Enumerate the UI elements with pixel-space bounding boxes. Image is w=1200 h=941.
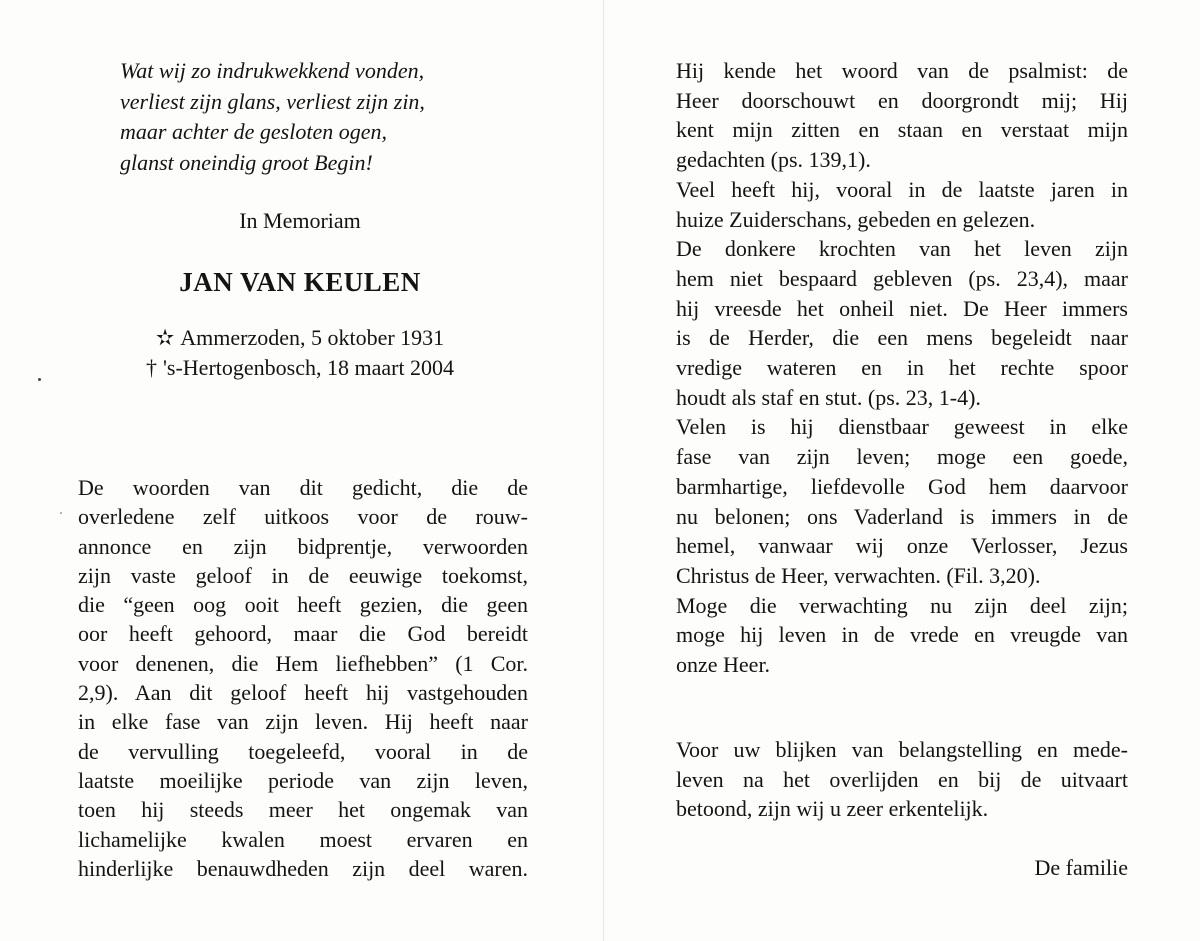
signature: De familie — [1034, 855, 1128, 880]
right-line: houdt als staf en stut. (ps. 23, 1-4). — [676, 384, 981, 410]
poem-line: maar achter de gesloten ogen, — [120, 119, 387, 144]
right-line: De donkere krochten van het leven zijn — [676, 236, 1128, 262]
print-speck — [38, 378, 41, 381]
tribute-line: die “geen oog ooit heeft gezien, die geen — [78, 592, 528, 618]
right-column-text — [676, 56, 1128, 680]
right-line: hem niet bespaard gebleven (ps. 23,4), maar — [676, 265, 1128, 291]
right-line: huize Zuiderschans, gebeden en gelezen. — [676, 206, 1036, 232]
poem-line: glanst oneindig groot Begin! — [120, 149, 373, 175]
tribute-line: de vervulling toegeleefd, vooral in de — [78, 738, 528, 764]
thanks-paragraph — [676, 735, 1128, 824]
life-dates — [0, 323, 600, 383]
in-memoriam-heading: In Memoriam — [239, 208, 361, 233]
poem-line: Wat wij zo indrukwekkend vonden, — [120, 58, 425, 83]
right-line: moge hij leven in de vrede en vreugde van — [676, 622, 1128, 648]
poem — [120, 56, 540, 178]
right-line: nu belonen; ons Vaderland is immers in de — [676, 503, 1128, 529]
right-line: Velen is hij dienstbaar geweest in elke — [676, 414, 1128, 440]
tribute-line: laatste moeilijke periode van zijn leven, — [78, 767, 528, 793]
right-line: barmhartige, liefdevolle God hem daarvoor — [676, 473, 1128, 499]
death-row — [0, 353, 600, 383]
right-line: gedachten (ps. 139,1). — [676, 147, 871, 173]
thanks-line: Voor uw blijken van belangstelling en mede- — [676, 737, 1128, 762]
print-speck — [60, 512, 62, 514]
thanks-line: betoond, zijn wij u zeer erkentelijk. — [676, 796, 989, 821]
right-line: is de Herder, die een mens begeleidt naar — [676, 325, 1128, 351]
right-line: hij vreesde het onheil niet. De Heer immers — [676, 295, 1128, 321]
right-line: Veel heeft hij, vooral in de laatste jaren in — [676, 176, 1128, 202]
right-line: hemel, vanwaar wij onze Verlosser, Jezus — [676, 533, 1128, 559]
tribute-line: hinderlijke benauwdheden zijn deel waren. — [78, 855, 528, 881]
right-line: kent mijn zitten en staan en verstaat mijn — [676, 117, 1128, 143]
tribute-line: oor heeft gehoord, maar die God bereidt — [78, 621, 528, 647]
right-line: vredige wateren en in het rechte spoor — [676, 355, 1128, 381]
tribute-line: overledene zelf uitkoos voor de rouw- — [78, 504, 528, 530]
tribute-line: lichamelijke kwalen moest ervaren en — [78, 826, 528, 852]
cross-icon: † — [145, 355, 157, 380]
tribute-line: zijn vaste geloof in de eeuwige toekomst, — [78, 562, 528, 588]
birth-text: Ammerzoden, 5 oktober 1931 — [180, 325, 445, 350]
tribute-line: voor denenen, die Hem liefhebben” (1 Cor. — [78, 650, 528, 676]
tribute-line: toen hij steeds meer het ongemak van — [78, 797, 528, 823]
star-icon: ✫ — [155, 325, 175, 350]
thanks-line: leven na het overlijden en bij de uitvaart — [676, 766, 1128, 792]
right-line: Moge die verwachting nu zijn deel zijn; — [676, 592, 1128, 618]
tribute-line: 2,9). Aan dit geloof heeft hij vastgehouden — [78, 680, 528, 706]
birth-row — [0, 323, 600, 353]
death-text: 's-Hertogenbosch, 18 maart 2004 — [162, 355, 455, 380]
right-line: Heer doorschouwt en doorgrondt mij; Hij — [676, 87, 1128, 113]
card-fold-line — [603, 0, 604, 941]
tribute-line: De woorden van dit gedicht, die de — [78, 475, 528, 500]
right-line: fase van zijn leven; moge een goede, — [676, 444, 1128, 470]
right-line: onze Heer. — [676, 652, 771, 678]
tribute-line: in elke fase van zijn leven. Hij heeft naar — [78, 709, 528, 735]
poem-line: verliest zijn glans, verliest zijn zin, — [120, 88, 425, 114]
tribute-paragraph — [78, 473, 528, 883]
tribute-line: annonce en zijn bidprentje, verwoorden — [78, 533, 528, 559]
deceased-name: JAN VAN KEULEN — [179, 267, 421, 297]
right-line: Christus de Heer, verwachten. (Fil. 3,20). — [676, 562, 1041, 588]
right-line: Hij kende het woord van de psalmist: de — [676, 58, 1128, 83]
